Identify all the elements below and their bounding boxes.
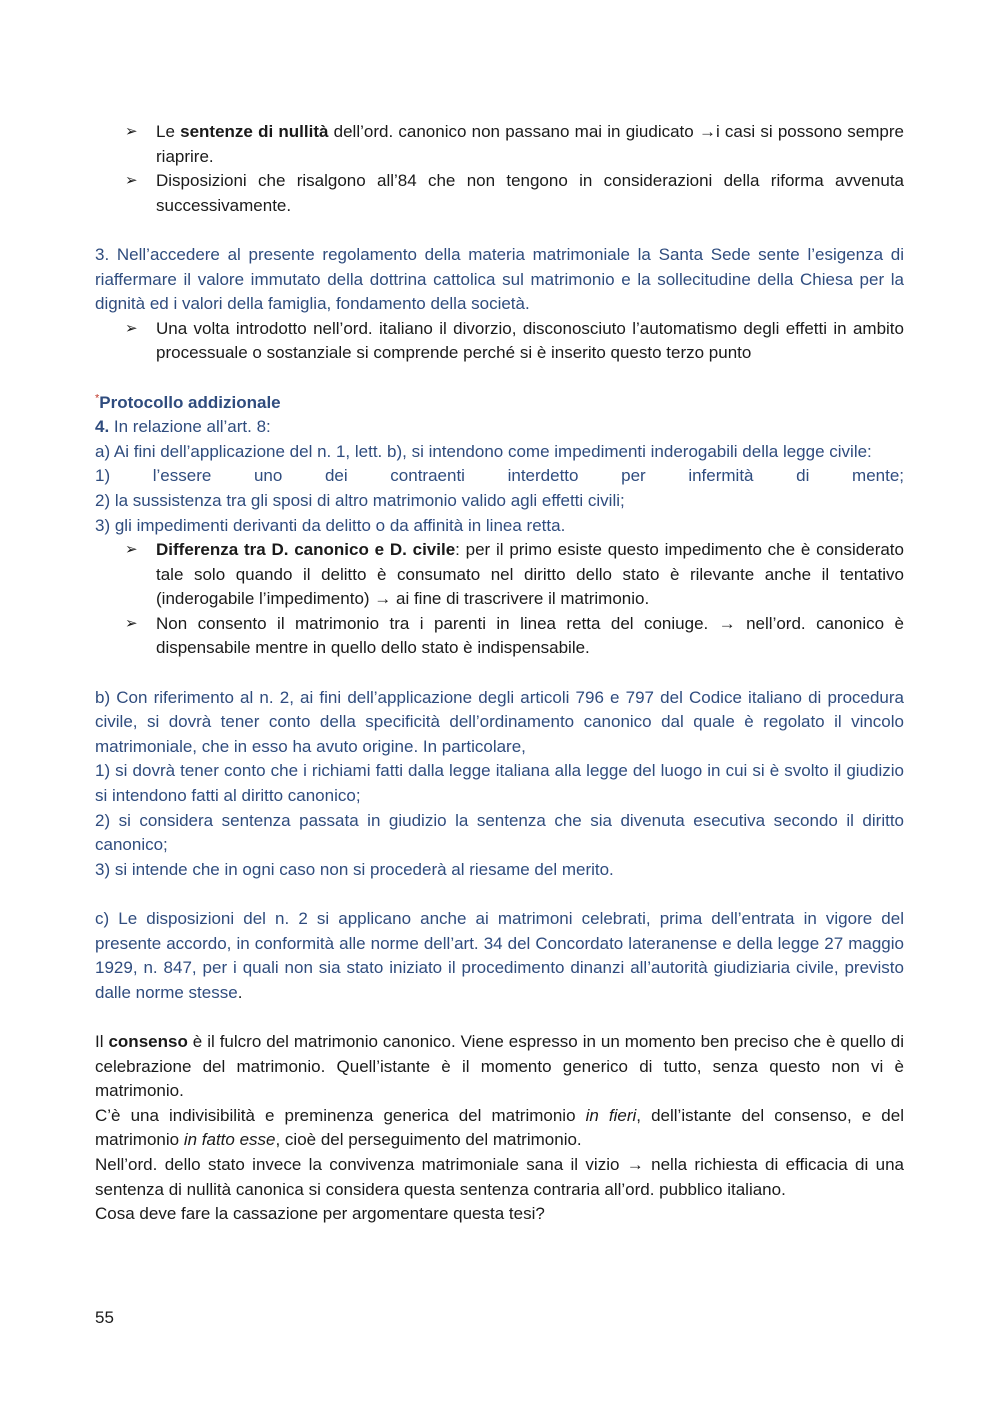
- arrowhead-bullet-icon: ➢: [125, 614, 138, 632]
- consenso-paragraph-2: C’è una indivisibilità e preminenza generica del matrimonio in fieri, dell’istante del consenso, e del matrimonio in fatto esse, cioè del perseguimento del matrimonio.: [95, 1105, 904, 1150]
- point-b-intro: b) Con riferimento al n. 2, ai fini dell’applicazione degli articoli 796 e 797 del Codice italiano di procedura civile, si dovrà tener conto della specificità dell’ordinamento canonico dal quale è regolato il vincolo matrimoniale, che in esso ha avuto origine. In particolare,: [95, 687, 904, 756]
- bullet-nullita: ➢ Le sentenze di nullità dell’ord. canonico non passano mai in giudicato →i casi si possono sempre riaprire.: [125, 122, 904, 166]
- protocollo-heading: *Protocollo addizionale: [95, 391, 281, 412]
- consenso-question: Cosa deve fare la cassazione per argomentare questa tesi?: [95, 1204, 545, 1224]
- paragraph-3: 3. Nell’accedere al presente regolamento della materia matrimoniale la Santa Sede sente l’esigenza di riaffermare il valore immutato della dottrina cattolica sul matrimonio e la sollecitudine della Chiesa per la dignità ed i valori della famiglia, fondamento della società.: [95, 244, 904, 314]
- point-a-1: 1) l’essere uno dei contraenti interdetto per infermità di mente;: [95, 466, 904, 486]
- arrowhead-bullet-icon: ➢: [125, 123, 138, 140]
- point-b-1: 1) si dovrà tener conto che i richiami fatti dalla legge italiana alla legge del luogo in cui si è svolto il giudizio si intendono fatti al diritto canonico;: [95, 761, 904, 806]
- bold-term: sentenze di nullità: [180, 122, 329, 141]
- bullet-disposizioni: ➢ Disposizioni che risalgono all’84 che non tengono in considerazioni della riforma avvenuta successivamente.: [125, 171, 904, 215]
- consenso-paragraph-1: Il consenso è il fulcro del matrimonio canonico. Viene espresso in un momento ben preciso che è quello di celebrazione del matrimonio. Quell’istante è il momento generico di tutto, senza questo non vi è matrimonio.: [95, 1031, 904, 1101]
- arrowhead-bullet-icon: ➢: [125, 319, 138, 337]
- page-number: 55: [95, 1308, 114, 1327]
- bullet-parenti: ➢ Non consento il matrimonio tra i parenti in linea retta del coniuge. → nell’ord. canonico è dispensabile mentre in quello dello stato è indispensabile.: [125, 613, 904, 658]
- point-b-2: 2) si considera sentenza passata in giudizio la sentenza che sia divenuta esecutiva secondo il diritto canonico;: [95, 810, 904, 855]
- consenso-paragraph-3: Nell’ord. dello stato invece la convivenza matrimoniale sana il vizio → nella richiesta di efficacia di una sentenza di nullità canonica si considera questa sentenza contraria all’ord. pubblico italiano.: [95, 1154, 904, 1199]
- asterisk-mark: *: [95, 391, 100, 404]
- point-b-3: 3) si intende che in ogni caso non si procederà al riesame del merito.: [95, 859, 614, 879]
- arrowhead-bullet-icon: ➢: [125, 541, 138, 559]
- arrowhead-bullet-icon: ➢: [125, 172, 138, 190]
- point-a-2: 2) la sussistenza tra gli sposi di altro matrimonio valido agli effetti civili;: [95, 490, 625, 510]
- point-c: c) Le disposizioni del n. 2 si applicano anche ai matrimoni celebrati, prima dell’entrata in vigore del presente accordo, in conformità alle norme dell’art. 34 del Concordato lateranense e della legge 27 maggio 1929, n. 847, per i quali non sia stato iniziato il procedimento dinanzi all’autorità giudiziaria civile, previsto dalle norme stesse.: [95, 909, 904, 1002]
- point-a-intro: a) Ai fini dell’applicazione del n. 1, lett. b), si intendono come impedimenti inderogabili della legge civile:: [95, 441, 872, 461]
- bullet-differenza: ➢ Differenza tra D. canonico e D. civile: per il primo esiste questo impedimento che è considerato tale solo quando il delitto è consumato nel diritto dello stato è rilevante anche il tentativo (inderogabile l’impedimento) → ai fine di trascrivere il matrimonio.: [125, 540, 904, 609]
- point-a-3: 3) gli impedimenti derivanti da delitto o da affinità in linea retta.: [95, 515, 566, 535]
- page-content: [95, 120, 904, 1227]
- bullet-divorzio: ➢ Una volta introdotto nell’ord. italiano il divorzio, disconosciuto l’automatismo degli effetti in ambito processuale o sostanziale si comprende perché si è inserito questo terzo punto: [125, 318, 904, 363]
- art-4-line: 4. In relazione all’art. 8:: [95, 417, 271, 437]
